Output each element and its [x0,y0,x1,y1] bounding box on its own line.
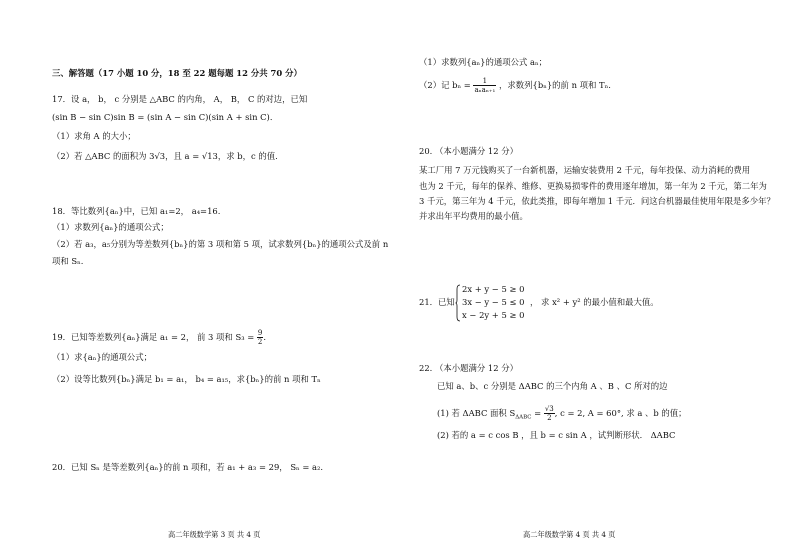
left-brace-icon [455,284,461,322]
q17-part2: （2）若 △ABC 的面积为 3√3，且 a = √13，求 b，c 的值. [52,151,278,161]
q21-inequality-3: x − 2y + 5 ≥ 0 [462,310,525,320]
q22-fraction-numerator: √3 [544,405,554,413]
q22-part1 [437,405,687,424]
q18-part2-line2: 项和 Sₙ. [52,256,84,266]
q19-stem-end: . [263,332,267,342]
q22-area-subscript: ΔABC [515,414,532,421]
q20-cont-part2 [419,77,611,94]
q21-inequality-1: 2x + y − 5 ≥ 0 [462,284,525,294]
q17-part1: （1）求角 A 的大小； [52,131,136,141]
q22-part1-prefix: (1) 若 ΔABC 面积 S [437,408,516,418]
q19-part2: （2）设等比数列{bₙ}满足 b₁ = a₁， b₄ = a₁₅，求{bₙ}的前 n 项和 Tₙ [52,374,321,384]
q20-part2-suffix: ，求数列{bₙ}的前 n 项和 Tₙ. [499,80,611,90]
q18-part1: （1）求数列{aₙ}的通项公式； [52,222,169,232]
q19-stem [52,329,266,346]
q21-inequality-2: 3x − y − 5 ≤ 0 [462,297,525,307]
q22-fraction [544,405,555,422]
q22-stem: 已知 a、b、c 分别是 ΔABC 的三个内角 A 、B 、C 所对的边 [437,381,668,391]
q22-heading: 22. （本小题满分 12 分） [419,363,518,373]
q20-cont-part1: （1）求数列{aₙ}的通项公式 aₙ； [419,57,548,67]
q17-condition: (sin B − sin C)sin B = (sin A − sin C)(sin A + sin C)． [52,112,279,122]
right-page [397,0,794,552]
q21-label: 21．已知 [419,297,455,307]
q19-fraction-denominator: 2 [257,338,263,346]
q18-stem: 18．等比数列{aₙ}中，已知 a₁=2， a₄=16. [52,206,221,216]
q20b-line3: 3 千元，第三年为 4 千元，依此类推，即每年增加 1 千元．问这台机器最佳使用年限是多少年？ [419,196,775,206]
q20-fraction-numerator: 1 [473,77,496,86]
q20b-heading: 20. （本小题满分 12 分） [419,146,518,156]
q20b-line2: 也为 2 千元，每年的保养、维修、更换易损零件的费用逐年增加，第一年为 2 千元，第二年为 [419,181,767,191]
section-heading: 三、解答题（17 小题 10 分，18 至 22 题每题 12 分共 70 分） [52,68,302,78]
left-footer: 高二年级数学第 3 页 共 4 页 [168,530,261,539]
q19-stem-text: 19．已知等差数列{aₙ}满足 a₁ = 2， 前 3 项和 S₃ = [52,332,255,342]
q22-fraction-denominator: 2 [547,414,552,422]
q19-fraction-numerator: 9 [257,329,263,337]
right-footer: 高二年级数学第 4 页 共 4 页 [523,530,616,539]
q20-part2-prefix: （2）记 bₙ = [419,80,471,90]
q19-part1: （1）求{aₙ}的通项公式； [52,352,152,362]
q20-fraction-denominator: aₙaₙ₊₁ [474,86,496,94]
q20-stem: 20．已知 Sₙ 是等差数列{aₙ}的前 n 项和，若 a₁ + a₃ = 29， Sₙ = a₂. [52,462,324,472]
q22-equals: = [531,408,544,418]
q21-tail: ， 求 x² + y² 的最小值和最大值。 [530,297,659,307]
q22-part2: (2) 若的 a = c cos B ，且 b = c sin A ，试判断形状． ΔABC [437,430,676,440]
q18-part2-line1: （2）若 a₃，a₅分别为等差数列{bₙ}的第 3 项和第 5 项，试求数列{bₙ}的通项公式及前 n [52,239,389,249]
q17-stem: 17．设 a， b， c 分别是 △ABC 的内角， A， B， C 的对边，已知 [52,94,308,104]
q20b-line4: 并求出年平均费用的最小值。 [419,211,528,221]
q20b-line1: 某工厂用 7 万元钱购买了一台新机器，运输安装费用 2 千元，每年投保、动力消耗的费用 [419,165,751,175]
q20-fraction [473,77,496,94]
q22-part1-suffix: , c = 2, A = 60°, 求 a 、b 的值； [554,408,687,418]
